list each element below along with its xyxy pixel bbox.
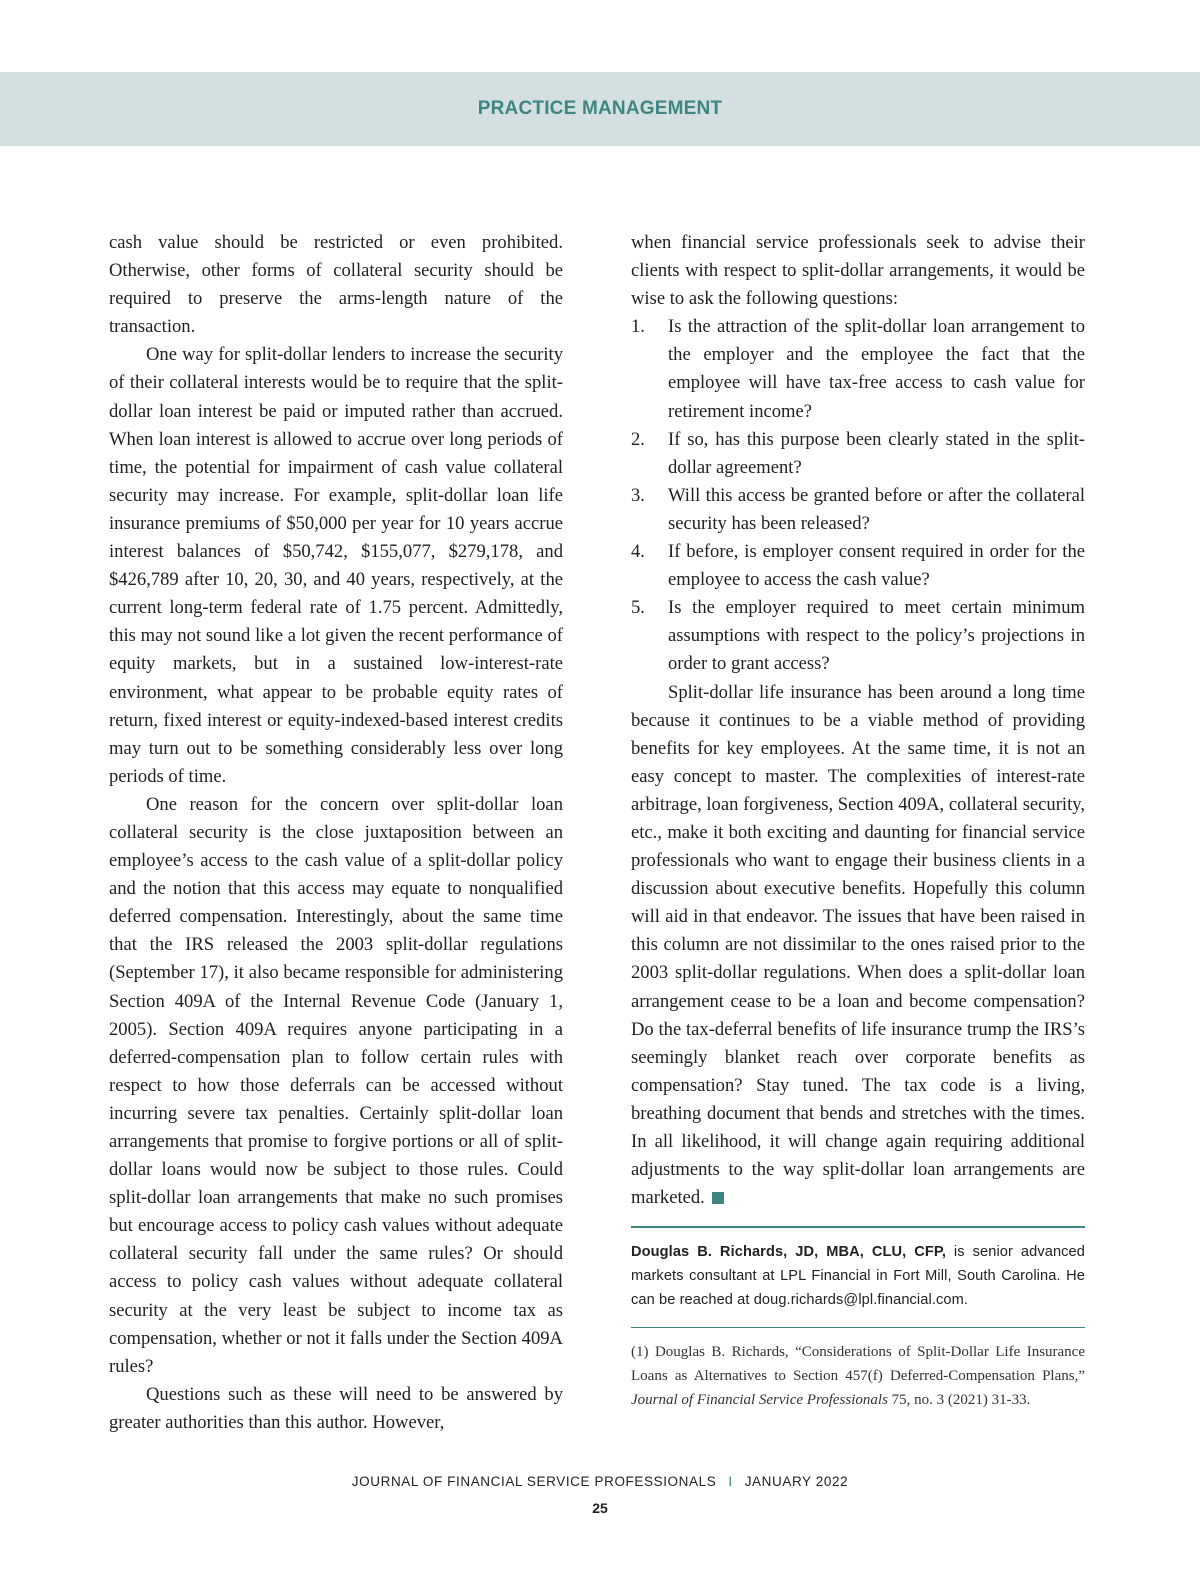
list-number: 3.: [631, 484, 645, 506]
list-item: [631, 482, 1085, 538]
bio-divider: [631, 1226, 1085, 1228]
questions-list: [631, 313, 1085, 678]
list-item-text: Is the attraction of the split-dollar loan arrangement to the employer and the employee the fact that the employee will have tax-free access to cash value for retirement income?: [668, 316, 1085, 422]
running-footer: [0, 1474, 1200, 1489]
list-item: [631, 538, 1085, 594]
footnote-journal: Journal of Financial Service Professionals: [631, 1392, 888, 1409]
list-number: 2.: [631, 428, 645, 450]
list-item-text: If before, is employer consent required in order for the employee to access the cash value?: [668, 541, 1085, 591]
list-item-text: Is the employer required to meet certain minimum assumptions with respect to the policy’s projections in order to grant access?: [668, 597, 1085, 675]
left-column: [109, 229, 563, 1437]
page-number: 25: [592, 1500, 608, 1516]
list-number: 1.: [631, 316, 645, 338]
list-item-text: Will this access be granted before or after the collateral security has been released?: [668, 484, 1085, 534]
author-name: Douglas B. Richards, JD, MBA, CLU, CFP,: [631, 1244, 946, 1261]
body-paragraph: Questions such as these will need to be answered by greater authorities than this author. However,: [109, 1383, 563, 1433]
footer-date: JANUARY 2022: [744, 1474, 849, 1489]
right-column: [631, 229, 1085, 1412]
footer-separator: I: [728, 1474, 733, 1489]
section-title: PRACTICE MANAGEMENT: [477, 98, 723, 119]
list-item-text: If so, has this purpose been clearly stated in the split-dollar agreement?: [668, 428, 1085, 478]
end-of-article-icon: [712, 1192, 724, 1204]
author-bio-text: is senior advanced markets consultant at LPL Financial in Fort Mill, South Carolina. He can be reached at doug.richards@lpl.financial.com.: [631, 1244, 1085, 1309]
footnote-citation: 75, no. 3 (2021) 31-33.: [887, 1392, 1031, 1409]
closing-paragraph: [631, 679, 1085, 1213]
body-paragraph: One reason for the concern over split-dollar loan collateral security is the close juxtaposition between an employee’s access to the cash value of a split-dollar policy and the notion that this access may equate to nonqualified deferred compensation. Interestingly, about the same time that the IRS released the 2003 split-dollar regulations (September 17), it also became responsible for administering Section 409A of the Internal Revenue Code (January 1, 2005). Section 409A requires anyone participating in a deferred-compensation plan to follow certain rules with respect to how those deferrals can be accessed without incurring severe tax penalties. Certainly split-dollar loan arrangements that promise to forgive portions or all of split-dollar loans would now be subject to those rules. Could split-dollar loan arrangements that make no such promises but encourage access to policy cash values without adequate collateral security fall under the same rules? Or should access to policy cash values without adequate collateral security at the very least be subject to income tax as compensation, whether or not it falls under the Section 409A rules?: [109, 793, 563, 1377]
footer-journal: JOURNAL OF FINANCIAL SERVICE PROFESSIONALS: [351, 1474, 717, 1489]
list-number: 4.: [631, 541, 645, 563]
section-banner: [0, 72, 1200, 146]
list-item: [631, 594, 1085, 678]
list-item: [631, 426, 1085, 482]
footnote-divider: [631, 1327, 1085, 1328]
body-paragraph: cash value should be restricted or even prohibited. Otherwise, other forms of collateral security should be required to preserve the arms-length nature of the transaction.: [109, 232, 563, 338]
body-paragraph: One way for split-dollar lenders to increase the security of their collateral interests would be to require that the split-dollar loan interest be paid or imputed rather than accrued. When loan interest is allowed to accrue over long periods of time, the potential for impairment of cash value collateral security may increase. For example, split-dollar loan life insurance premiums of $50,000 per year for 10 years accrue interest balances of $50,742, $155,077, $279,178, and $426,789 after 10, 20, 30, and 40 years, respectively, at the current long-term federal rate of 1.75 percent. Admittedly, this may not sound like a lot given the recent performance of equity markets, but in a sustained low-interest-rate environment, what appear to be probable equity rates of return, fixed interest or equity-indexed-based interest credits may turn out to be something considerably less over long periods of time.: [109, 344, 563, 787]
footnote: [631, 1340, 1085, 1412]
questions-intro: when financial service professionals seek to advise their clients with respect to split-dollar arrangements, it would be wise to ask the following questions:: [631, 232, 1085, 310]
author-bio: [631, 1240, 1085, 1312]
list-number: 5.: [631, 597, 645, 619]
list-item: [631, 313, 1085, 425]
footnote-text: (1) Douglas B. Richards, “Considerations of Split-Dollar Life Insurance Loans as Alternatives to Section 457(f) Deferred-Compensation Plans,”: [631, 1344, 1085, 1385]
closing-text: Split-dollar life insurance has been around a long time because it continues to be a viable method of providing benefits for key employees. At the same time, it is not an easy concept to master. The complexities of interest-rate arbitrage, loan forgiveness, Section 409A, collateral security, etc., make it both exciting and daunting for financial service professionals who want to engage their business clients in a discussion about executive benefits. Hopefully this column will aid in that endeavor. The issues that have been raised in this column are not dissimilar to the ones raised prior to the 2003 split-dollar regulations. When does a split-dollar loan arrangement cease to be a loan and become compensation? Do the tax-deferral benefits of life insurance trump the IRS’s seemingly blanket reach over corporate benefits as compensation? Stay tuned. The tax code is a living, breathing document that bends and stretches with the times. In all likelihood, it will change again requiring additional adjustments to the way split-dollar loan arrangements are marketed.: [631, 681, 1085, 1209]
